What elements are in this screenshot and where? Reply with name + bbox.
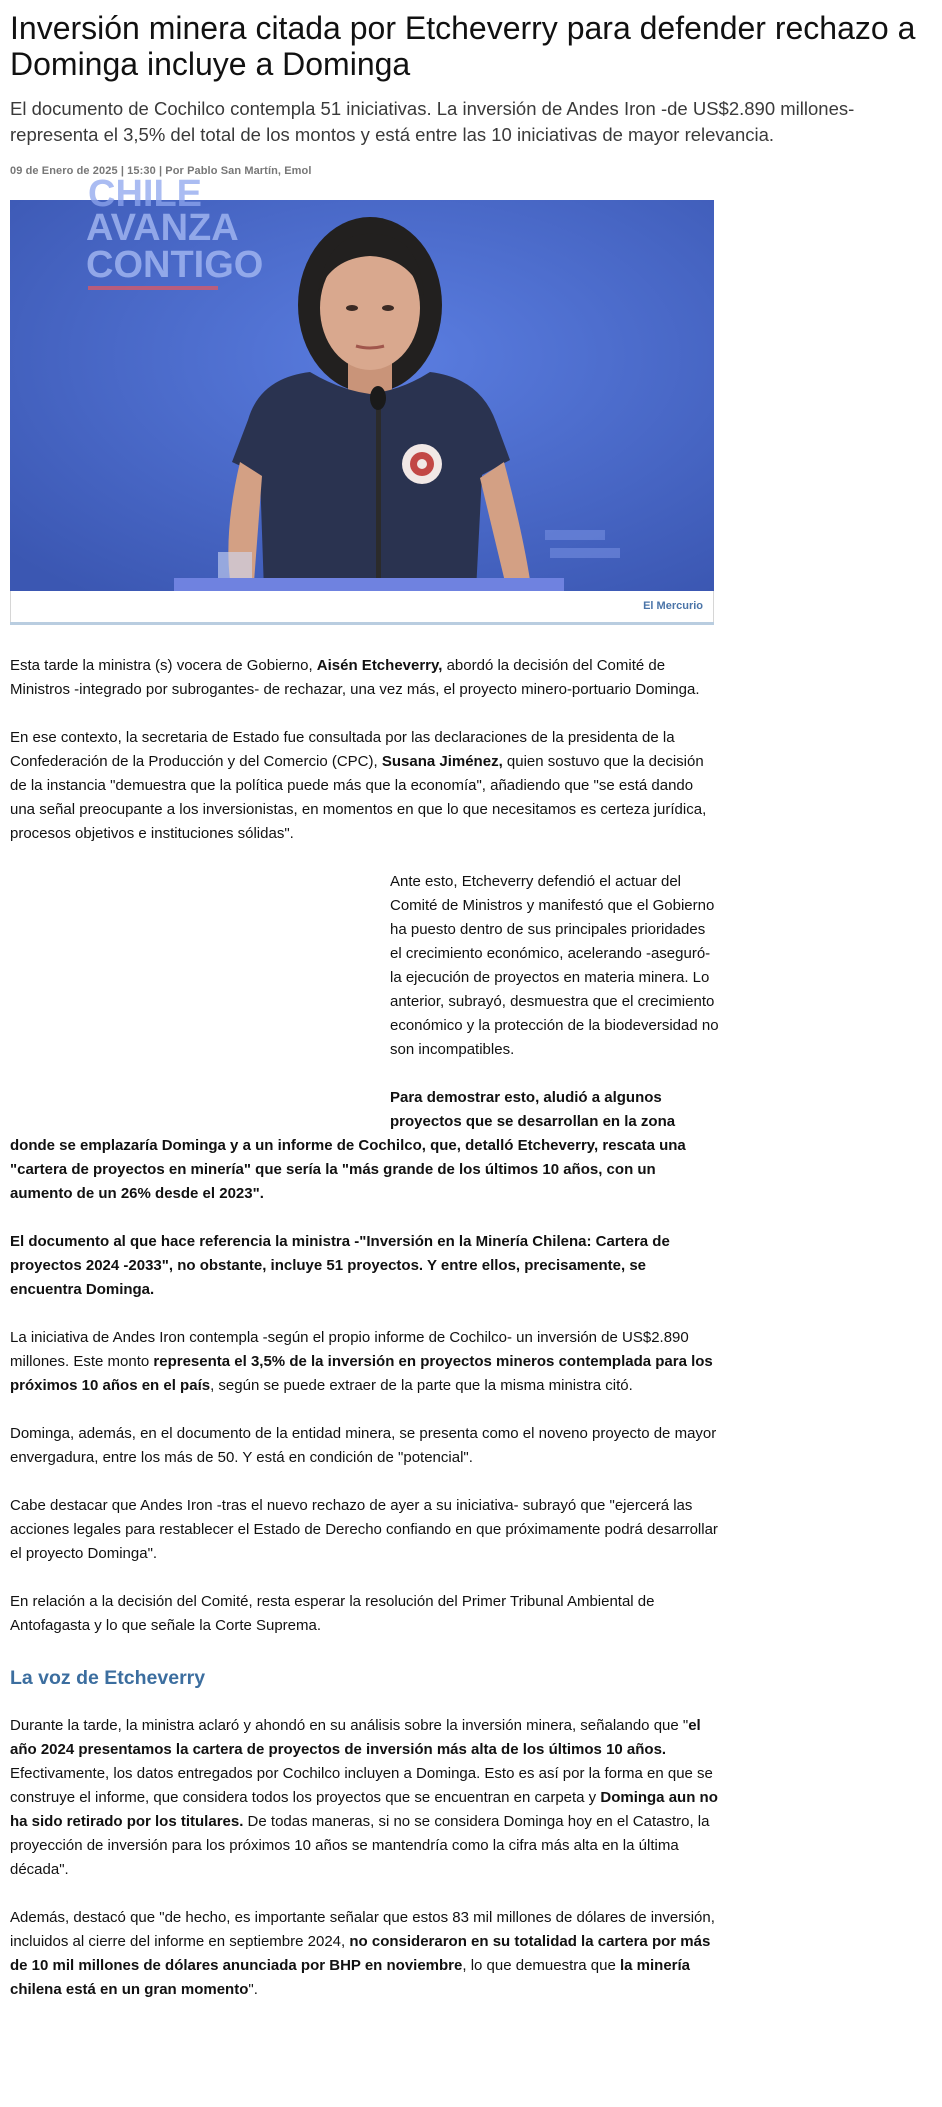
person-name: Aisén Etcheverry,: [316, 657, 443, 674]
article-summary: El documento de Cochilco contempla 51 iniciativas. La inversión de Andes Iron -de US$2.890 millones- representa el 3,5% del total de los montos y está entre las 10 iniciativas de mayor relevancia.: [10, 98, 855, 145]
microphone-stand: [376, 396, 381, 581]
paragraph-1: Esta tarde la ministra (s) vocera de Gobierno, Aisén Etcheverry, abordó la decisión del Comité de Ministros -integrado por subrogantes- de rechazar, una vez más, el proyecto minero-portuario Dominga.: [10, 657, 700, 698]
paragraph-3: Ante esto, Etcheverry defendió el actuar del Comité de Ministros y manifestó que el Gobierno ha puesto dentro de sus principales prioridades el crecimiento económico, acelerando -aseguró- la ejecución de proyectos en materia minera. Lo anterior, subrayó, desmuestra que el crecimiento económico y la protección de la biodeversidad no son incompatibles.: [390, 873, 719, 1058]
backdrop-text-1: CHILE: [88, 173, 202, 215]
article-body: [10, 654, 720, 2026]
paragraph-2: En ese contexto, la secretaria de Estado fue consultada por las declaraciones de la presidenta de la Confederación de la Producción y del Comercio (CPC), Susana Jiménez, quien sostuvo que la decisión de la instancia "demuestra que la política puede más que la economía", añadiendo que "se está dando una señal preocupante a los inversionistas, en momentos en que lo que necesitamos es certeza jurídica, procesos objetivos e instituciones sólidas".: [10, 729, 707, 842]
article-photo[interactable]: [10, 173, 714, 591]
paragraph-7: Dominga, además, en el documento de la entidad minera, se presenta como el noveno proyecto de mayor envergadura, entre los más de 50. Y está en condición de "potencial".: [10, 1425, 717, 1466]
paragraph-11: Además, destacó que "de hecho, es importante señalar que estos 83 mil millones de dólares de inversión, incluidos al cierre del informe en septiembre 2024, no consideraron en su totalidad la cartera por más de 10 mil millones de dólares anunciada por BHP en noviembre, lo que demuestra que la minería chilena está en un gran momento".: [10, 1909, 715, 1998]
inline-ad-slot: [10, 870, 390, 1134]
photo-illustration: [10, 173, 714, 591]
dress: [232, 372, 510, 591]
article: [10, 0, 930, 1998]
photo-credit: El Mercurio: [643, 600, 703, 612]
backdrop-text-2: AVANZA: [86, 207, 239, 249]
paragraph-8: Cabe destacar que Andes Iron -tras el nuevo rechazo de ayer a su iniciativa- subrayó que "ejercerá las acciones legales para restablecer el Estado de Derecho confiando en que próximamente podrá desarrollar el proyecto Dominga".: [10, 1497, 718, 1562]
person-name: Susana Jiménez,: [381, 753, 503, 770]
backdrop-text-3: CONTIGO: [86, 244, 264, 286]
podium: [174, 578, 564, 591]
article-title: Inversión minera citada por Etcheverry para defender rechazo a Dominga incluye a Dominga: [10, 10, 916, 82]
backdrop-underline: [88, 286, 218, 290]
paragraph-5: El documento al que hace referencia la ministra -"Inversión en la Minería Chilena: Cartera de proyectos 2024 -2033", no obstante, incluye 51 proyectos. Y entre ellos, precisamente, se encuentra Dominga.: [10, 1233, 670, 1298]
article-photo-figure: [10, 173, 714, 625]
paragraph-4: Para demostrar esto, aludió a algunos proyectos que se desarrollan en la zona donde se emplazaría Dominga y a un informe de Cochilco, que, detalló Etcheverry, rescata una "cartera de proyectos en minería" que sería la "más grande de los últimos 10 años, con un aumento de un 26% desde el 2023".: [10, 1089, 686, 1202]
paragraph-9: En relación a la decisión del Comité, resta esperar la resolución del Primer Tribunal Ambiental de Antofagasta y lo que señale la Corte Suprema.: [10, 1593, 655, 1634]
section-heading: La voz de Etcheverry: [10, 1667, 206, 1689]
microphone: [370, 386, 386, 410]
paragraph-10: Durante la tarde, la ministra aclaró y ahondó en su análisis sobre la inversión minera, señalando que "el año 2024 presentamos la cartera de proyectos de inversión más alta de los últimos 10 años. Efectivamente, los datos entregados por Cochilco incluyen a Dominga. Esto es así por la forma en que se construye el informe, que considera todos los proyectos que se encuentran en carpeta y Dominga aun no ha sido retirado por los titulares. De todas maneras, si no se considera Dominga hoy en el Catastro, la proyección de inversión para los próximos 10 años se mantendría como la cifra más alta en la última década".: [10, 1717, 718, 1878]
article-byline: 09 de Enero de 2025 | 15:30 | Por Pablo San Martín, Emol: [10, 165, 312, 177]
paragraph-6: La iniciativa de Andes Iron contempla -según el propio informe de Cochilco- un inversión de US$2.890 millones. Este monto representa el 3,5% de la inversión en proyectos mineros contemplada para los próximos 10 años en el país, según se puede extraer de la parte que la misma ministra citó.: [10, 1329, 713, 1394]
photo-caption-bar: [10, 591, 714, 622]
